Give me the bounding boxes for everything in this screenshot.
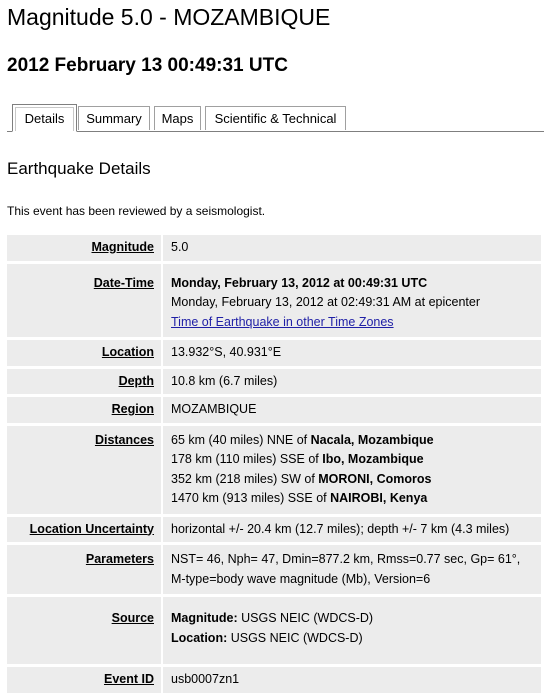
- source-location-label: Location:: [171, 630, 228, 645]
- parameters-line-1: NST= 46, Nph= 47, Dmin=877.2 km, Rmss=0.77 sec, Gp= 61°,: [171, 552, 521, 566]
- distance-item: 352 km (218 miles) SW of MORONI, Comoros: [171, 471, 432, 486]
- datetime-label: [7, 264, 163, 338]
- table-row-location-uncertainty: [7, 517, 541, 543]
- tab-maps-label: Maps: [161, 111, 194, 126]
- tab-bar: [7, 104, 544, 132]
- datetime-local: Monday, February 13, 2012 at 02:49:31 AM at epicenter: [171, 295, 480, 309]
- event-id-label-link[interactable]: Event ID: [103, 672, 154, 686]
- table-row-depth: [7, 369, 541, 395]
- tab-maps[interactable]: [154, 106, 201, 130]
- earthquake-details-table: [7, 232, 541, 696]
- source-value: [163, 597, 541, 664]
- section-heading: Earthquake Details: [7, 159, 151, 178]
- tab-scientific-technical[interactable]: [205, 106, 346, 130]
- parameters-line-2: M-type=body wave magnitude (Mb), Version=6: [171, 571, 431, 586]
- distances-label-link[interactable]: Distances: [94, 432, 154, 447]
- tab-details-inner-border: [15, 107, 74, 131]
- location-label: [7, 340, 163, 366]
- depth-label-link[interactable]: Depth: [118, 373, 154, 388]
- distance-item: 1470 km (913 miles) SSE of NAIROBI, Kenya: [171, 491, 428, 505]
- tab-summary[interactable]: [78, 106, 150, 130]
- datetime-value: [163, 264, 541, 338]
- depth-label: [7, 369, 163, 395]
- magnitude-value: 5.0: [163, 235, 541, 261]
- distance-item: 65 km (40 miles) NNE of Nacala, Mozambique: [171, 432, 434, 447]
- parameters-value: [163, 545, 541, 594]
- tab-details[interactable]: [12, 104, 77, 132]
- table-row-magnitude: [7, 235, 541, 261]
- parameters-label-link[interactable]: Parameters: [85, 552, 154, 566]
- table-row-parameters: [7, 545, 541, 594]
- table-row-location: [7, 340, 541, 366]
- table-row-event-id: [7, 667, 541, 693]
- uncertainty-value: horizontal +/- 20.4 km (12.7 miles); depth +/- 7 km (4.3 miles): [163, 517, 541, 543]
- location-value: 13.932°S, 40.931°E: [163, 340, 541, 366]
- region-label: [7, 397, 163, 423]
- magnitude-label-link[interactable]: Magnitude: [91, 240, 154, 254]
- uncertainty-label: [7, 517, 163, 543]
- distances-label: [7, 426, 163, 514]
- tab-summary-label: Summary: [86, 111, 142, 126]
- tab-scientific-technical-label: Scientific & Technical: [214, 111, 337, 126]
- source-label-link[interactable]: Source: [111, 611, 154, 625]
- event-id-label: [7, 667, 163, 693]
- table-row-region: [7, 397, 541, 423]
- datetime-utc: Monday, February 13, 2012 at 00:49:31 UTC: [171, 275, 428, 290]
- region-value: MOZAMBIQUE: [163, 397, 541, 423]
- source-magnitude-label: Magnitude:: [171, 611, 238, 625]
- tab-details-label: Details: [24, 111, 65, 126]
- distances-value: [163, 426, 541, 514]
- uncertainty-label-link[interactable]: Location Uncertainty: [29, 521, 154, 536]
- parameters-label: [7, 545, 163, 594]
- region-label-link[interactable]: Region: [111, 402, 154, 416]
- source-location-value: USGS NEIC (WDCS-D): [227, 630, 363, 645]
- review-note: This event has been reviewed by a seismologist.: [7, 204, 266, 218]
- time-zones-link[interactable]: Time of Earthquake in other Time Zones: [171, 314, 394, 329]
- table-row-source: [7, 597, 541, 664]
- depth-value: 10.8 km (6.7 miles): [163, 369, 541, 395]
- table-row-datetime: [7, 264, 541, 338]
- datetime-label-link[interactable]: Date-Time: [93, 275, 154, 290]
- distance-item: 178 km (110 miles) SSE of Ibo, Mozambique: [171, 452, 424, 466]
- page-title: Magnitude 5.0 - MOZAMBIQUE: [7, 4, 331, 30]
- table-row-distances: [7, 426, 541, 514]
- source-label: [7, 597, 163, 664]
- event-id-value: usb0007zn1: [163, 667, 541, 693]
- event-datetime-heading: 2012 February 13 00:49:31 UTC: [7, 55, 288, 76]
- location-label-link[interactable]: Location: [101, 345, 154, 359]
- source-magnitude-value: USGS NEIC (WDCS-D): [237, 611, 374, 625]
- magnitude-label: [7, 235, 163, 261]
